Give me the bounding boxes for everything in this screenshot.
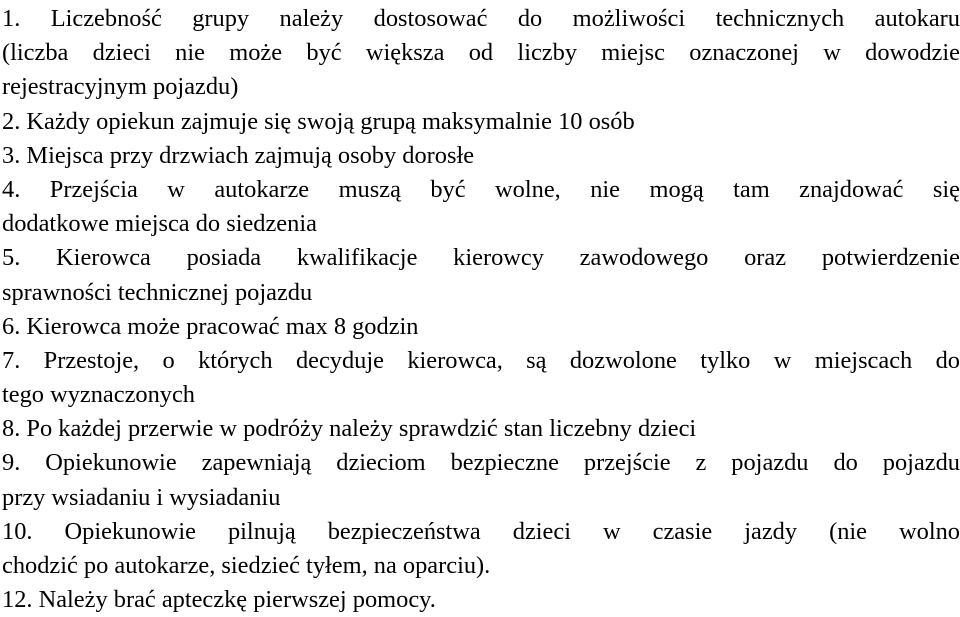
rule-3: 3. Miejsca przy drzwiach zajmują osoby dorosłe [2,141,475,169]
rules-document [2,2,960,617]
rule-10-line-2: chodzić po autokarze, siedzieć tyłem, na oparciu). [2,552,491,579]
rule-2: 2. Każdy opiekun zajmuje się swoją grupą maksymalnie 10 osób [2,107,635,135]
rule-12: 12. Należy brać apteczkę pierwszej pomocy. [2,586,436,614]
rule-1-line-3: rejestracyjnym pojazdu) [2,73,239,101]
rule-5-line-1: 5. Kierowca posiada kwalifikacje kierowcy zawodowego oraz potwierdzenie [2,244,960,272]
rule-4-line-2: dodatkowe miejsca do siedzenia [2,210,317,238]
rule-9-line-2: przy wsiadaniu i wysiadaniu [2,483,281,511]
rule-6: 6. Kierowca może pracować max 8 godzin [2,312,419,340]
rule-7-line-2: tego wyznaczonych [2,381,196,409]
rule-10-line-1: 10. Opiekunowie pilnują bezpieczeństwa dzieci w czasie jazdy (nie wolno [2,517,960,545]
rule-7-line-1: 7. Przestoje, o których decyduje kierowca, są dozwolone tylko w miejscach do [2,346,960,374]
rule-9-line-1: 9. Opiekunowie zapewniają dzieciom bezpieczne przejście z pojazdu do pojazdu [2,449,960,477]
rule-1-line-1: 1. Liczebność grupy należy dostosować do możliwości technicznych autokaru [2,5,960,32]
rule-4-line-1: 4. Przejścia w autokarze muszą być wolne, nie mogą tam znajdować się [2,175,960,203]
rule-8: 8. Po każdej przerwie w podróży należy sprawdzić stan liczebny dzieci [2,415,697,443]
rule-5-line-2: sprawności technicznej pojazdu [2,278,313,306]
rule-1-line-2: (liczba dzieci nie może być większa od liczby miejsc oznaczonej w dowodzie [2,39,960,67]
